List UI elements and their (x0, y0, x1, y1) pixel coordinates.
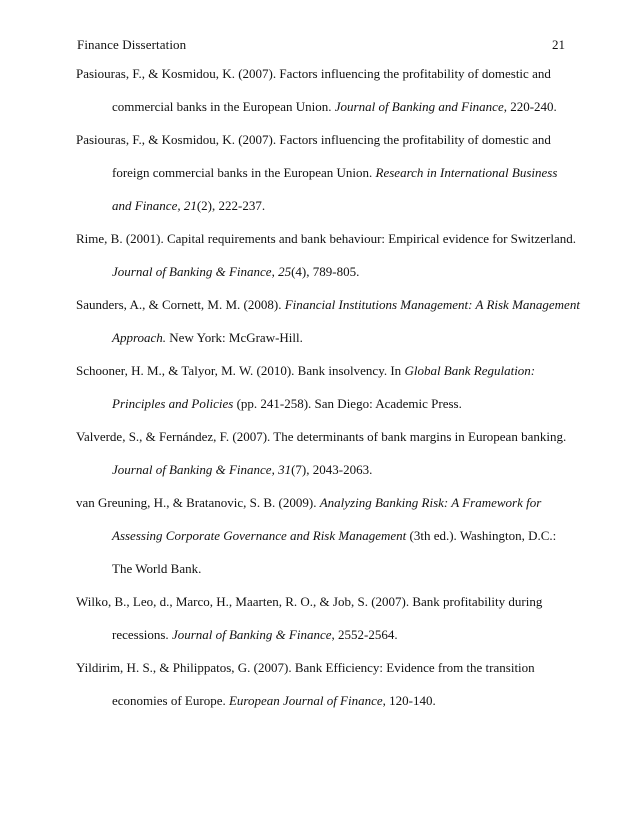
reference-text: The World Bank. (112, 561, 202, 576)
reference-italic-text: Assessing Corporate Governance and Risk Management (112, 528, 407, 543)
reference-first-line (76, 592, 542, 612)
reference-text: Valverde, S., & Fernández, F. (2007). The determinants of bank margins in European banking. (76, 429, 567, 444)
reference-italic-text: Global Bank Regulation: (404, 363, 536, 378)
reference-italic-text: European Journal of Finance (228, 693, 383, 708)
reference-text: foreign commercial banks in the European Union. (112, 165, 376, 180)
reference-text: Pasiouras, F., & Kosmidou, K. (2007). Factors influencing the profitability of domestic and (76, 66, 551, 81)
reference-continuation-line (112, 460, 372, 480)
reference-text: , 2552-2564. (331, 627, 398, 642)
reference-continuation-line (112, 625, 398, 645)
reference-first-line (76, 130, 551, 150)
reference-italic-text: Financial Institutions Management: A Risk Management (284, 297, 580, 312)
reference-text: , 220-240. (503, 99, 557, 114)
reference-first-line (76, 295, 580, 315)
reference-italic-text: Journal of Banking and Finance (334, 99, 504, 114)
reference-text: New York: McGraw-Hill. (166, 330, 303, 345)
reference-text: Pasiouras, F., & Kosmidou, K. (2007). Factors influencing the profitability of domestic and (76, 132, 551, 147)
reference-text: Wilko, B., Leo, d., Marco, H., Maarten, R. O., & Job, S. (2007). Bank profitability during (76, 594, 543, 609)
reference-text: (4), 789-805. (291, 264, 360, 279)
reference-continuation-line (112, 196, 265, 216)
reference-text: (2), 222-237. (196, 198, 266, 213)
reference-continuation-line (112, 394, 462, 414)
reference-continuation-line (112, 691, 436, 711)
reference-continuation-line (112, 559, 201, 579)
reference-italic-text: and Finance, 21 (112, 198, 197, 213)
reference-text: , 120-140. (382, 693, 436, 708)
reference-italic-text: Research in International Business (375, 165, 558, 180)
reference-italic-text: Principles and Policies (112, 396, 234, 411)
reference-first-line (76, 361, 535, 381)
reference-continuation-line (112, 328, 303, 348)
reference-first-line (76, 658, 535, 678)
reference-continuation-line (112, 526, 556, 546)
reference-text: recessions. (112, 627, 172, 642)
reference-first-line (76, 229, 576, 249)
reference-italic-text: Analyzing Banking Risk: A Framework for (319, 495, 542, 510)
running-head: Finance Dissertation (77, 37, 187, 52)
reference-first-line (76, 64, 551, 84)
reference-italic-text: Journal of Banking & Finance, 31 (112, 462, 292, 477)
reference-continuation-line (112, 262, 359, 282)
reference-text: commercial banks in the European Union. (112, 99, 335, 114)
reference-italic-text: Journal of Banking & Finance, 25 (112, 264, 292, 279)
reference-text: Schooner, H. M., & Talyor, M. W. (2010). Bank insolvency. In (76, 363, 405, 378)
reference-text: Rime, B. (2001). Capital requirements and bank behaviour: Empirical evidence for Switzerland. (76, 231, 576, 246)
reference-text: Saunders, A., & Cornett, M. M. (2008). (76, 297, 285, 312)
reference-italic-text: Approach. (112, 330, 167, 345)
reference-text: economies of Europe. (112, 693, 229, 708)
reference-text: Yildirim, H. S., & Philippatos, G. (2007). Bank Efficiency: Evidence from the transition (76, 660, 535, 675)
reference-italic-text: Journal of Banking & Finance (171, 627, 332, 642)
reference-text: (3th ed.). Washington, D.C.: (406, 528, 557, 543)
page-number: 21 (552, 37, 565, 52)
reference-continuation-line (112, 163, 557, 183)
reference-first-line (76, 427, 566, 447)
reference-first-line (76, 493, 541, 513)
reference-continuation-line (112, 97, 557, 117)
reference-text: (pp. 241-258). San Diego: Academic Press. (233, 396, 462, 411)
reference-text: (7), 2043-2063. (291, 462, 373, 477)
reference-text: van Greuning, H., & Bratanovic, S. B. (2009). (76, 495, 320, 510)
